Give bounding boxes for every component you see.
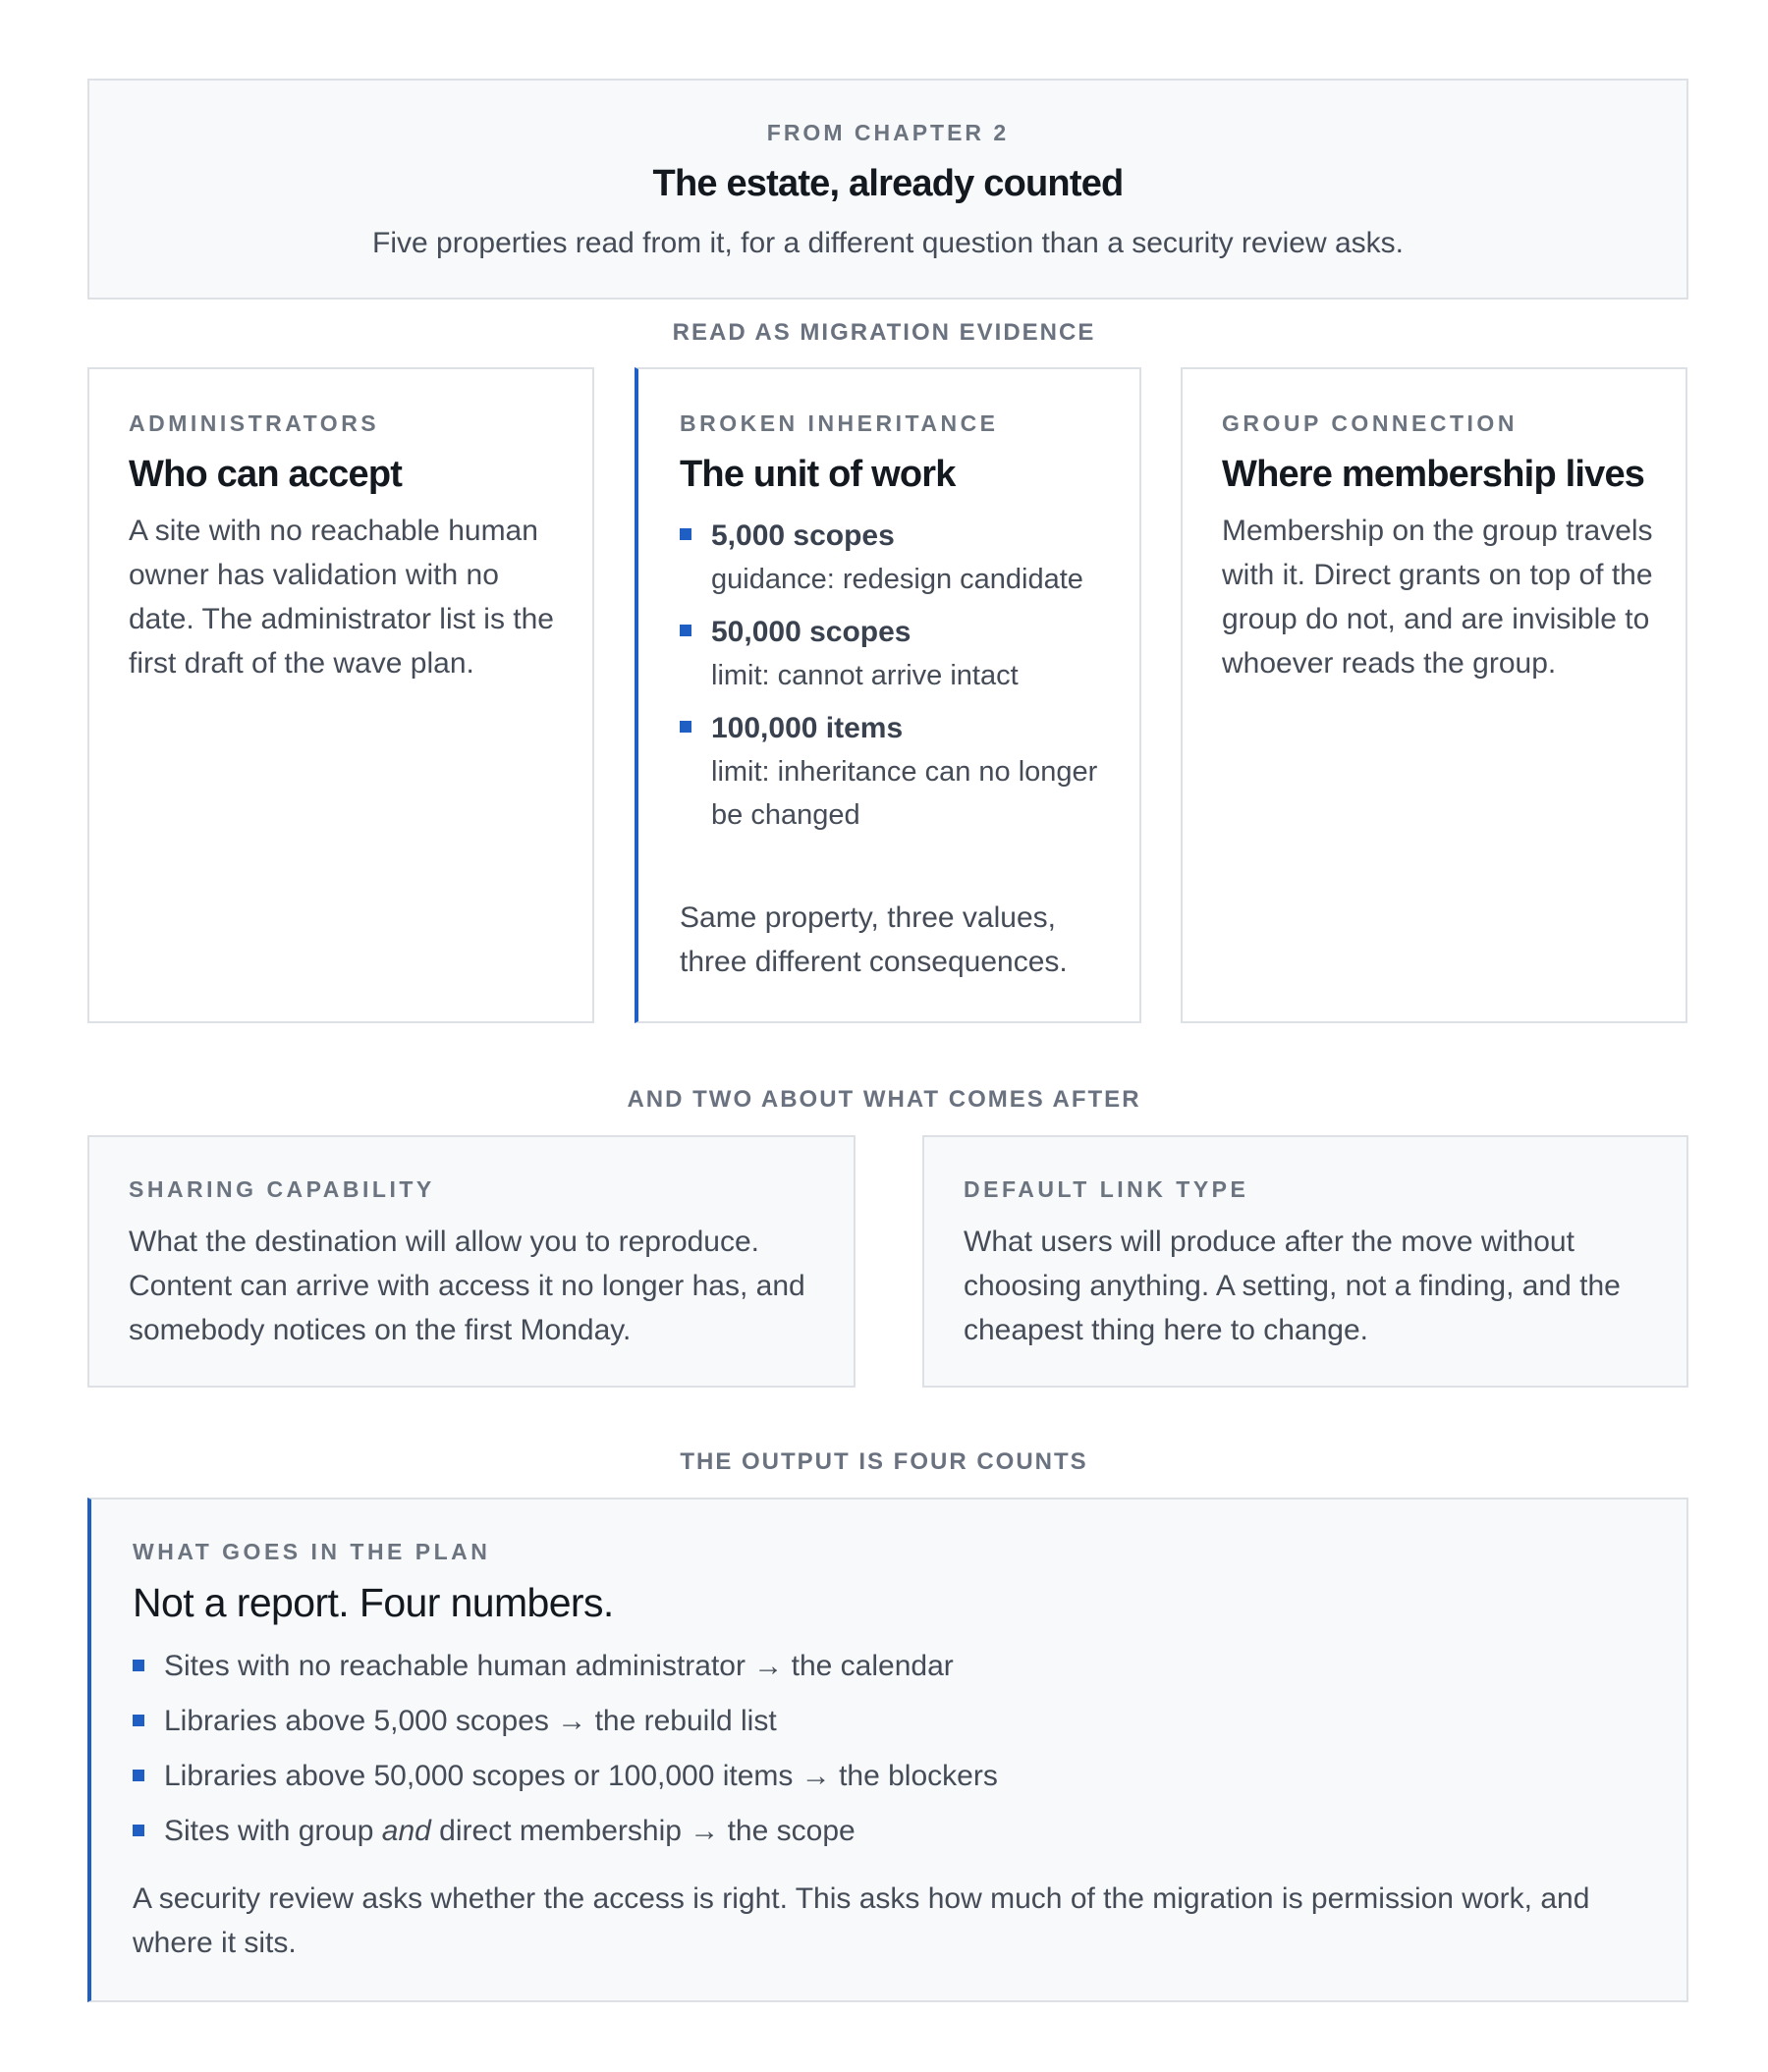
plan-item-text: Libraries above 5,000 scopes → the rebuild list [164,1705,777,1737]
plan-card [87,1498,1688,2002]
square-bullet-icon [133,1770,144,1781]
plan-title: Not a report. Four numbers. [133,1580,614,1625]
plan-closing: A security review asks whether the access is right. This asks how much of the migration is permission work, and where it sits. [133,1882,1590,1959]
recap-eyebrow: FROM CHAPTER 2 [766,120,1010,145]
square-bullet-icon [133,1715,144,1726]
card-title: Where membership lives [1222,454,1645,495]
card-title: The unit of work [680,454,956,495]
chapter-recap-card [87,79,1688,300]
card-sharing-capability [87,1135,856,1388]
threshold-list [680,515,1112,846]
card-administrators [87,367,594,1023]
list-item [133,1647,1645,1702]
plan-item-emphasis: and [381,1815,431,1847]
card-eyebrow: DEFAULT LINK TYPE [964,1176,1249,1202]
card-tail: Same property, three values, three different consequences. [680,901,1068,978]
card-body: What the destination will allow you to reproduce. Content can arrive with access it no longer has, and somebody notices on the first Monday. [129,1226,805,1346]
plan-item-text: Sites with no reachable human administrator → the calendar [164,1650,954,1682]
threshold-note: limit: inheritance can no longer be changed [711,756,1098,831]
card-broken-inheritance [635,367,1141,1023]
threshold-value: 100,000 items [711,712,904,744]
plan-item-text: Libraries above 50,000 scopes or 100,000 items → the blockers [164,1760,998,1792]
square-bullet-icon [680,528,691,540]
card-body: What users will produce after the move without choosing anything. A setting, not a finding, and the cheapest thing here to change. [964,1226,1621,1346]
list-item [133,1702,1645,1757]
section-label-after: AND TWO ABOUT WHAT COMES AFTER [627,1086,1141,1113]
list-item [133,1812,1645,1867]
card-title: Who can accept [129,454,403,495]
list-item [680,707,1112,837]
recap-subtitle: Five properties read from it, for a different question than a security review asks. [372,227,1404,259]
card-group-connection [1181,367,1687,1023]
square-bullet-icon [133,1660,144,1671]
plan-eyebrow: WHAT GOES IN THE PLAN [133,1539,491,1564]
threshold-value: 50,000 scopes [711,616,912,648]
card-eyebrow: GROUP CONNECTION [1222,410,1518,436]
threshold-value: 5,000 scopes [711,519,895,552]
threshold-note: limit: cannot arrive intact [711,660,1019,691]
section-label-evidence: READ AS MIGRATION EVIDENCE [672,319,1096,346]
card-body: Membership on the group travels with it. Direct grants on top of the group do not, and are invisible to whoever reads the group. [1222,515,1653,680]
square-bullet-icon [680,625,691,636]
list-item [680,515,1112,601]
plan-list [133,1647,1645,1867]
card-eyebrow: ADMINISTRATORS [129,410,380,436]
plan-item-text-pre: Sites with group [164,1815,382,1847]
plan-item-text-post: direct membership → the scope [430,1815,856,1847]
card-body: A site with no reachable human owner has validation with no date. The administrator list is the first draft of the wave plan. [129,515,554,680]
list-item [133,1757,1645,1812]
recap-title: The estate, already counted [652,163,1124,204]
card-eyebrow: SHARING CAPABILITY [129,1176,435,1202]
square-bullet-icon [133,1825,144,1836]
threshold-note: guidance: redesign candidate [711,564,1083,595]
square-bullet-icon [680,721,691,733]
card-default-link-type [922,1135,1688,1388]
list-item [680,611,1112,697]
section-label-output: THE OUTPUT IS FOUR COUNTS [680,1448,1088,1475]
card-eyebrow: BROKEN INHERITANCE [680,410,999,436]
